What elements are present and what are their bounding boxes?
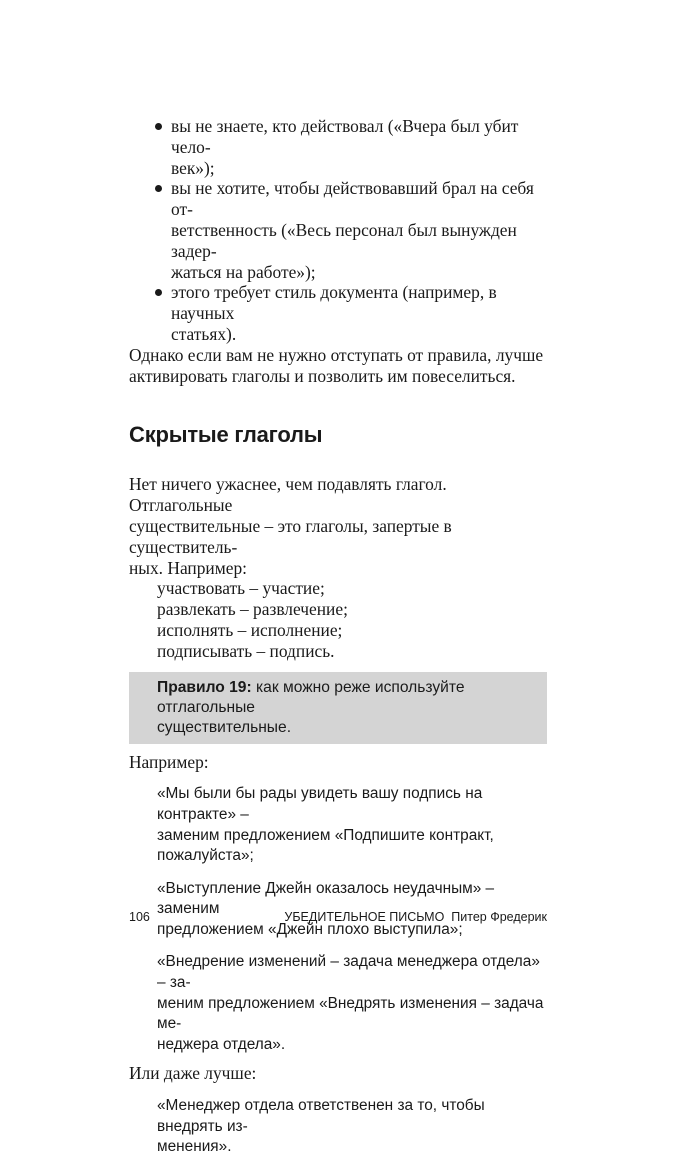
bullet-list [129, 116, 547, 345]
closing-paragraph [129, 345, 547, 387]
text-line: «Выступление Джейн оказалось неудачным» – заменим [157, 879, 495, 918]
text-line: меним предложением «Внедрять изменения – задача ме- [157, 994, 544, 1033]
text-line: вы не хотите, чтобы действовавший брал на себя от- [171, 178, 534, 220]
section-heading: Скрытые глаголы [129, 422, 323, 448]
list-item: исполнять – исполнение; [157, 619, 343, 640]
text-line: заменим предложением «Подпишите контракт, пожалуйста»; [157, 826, 494, 865]
text-line: статьях). [171, 323, 237, 344]
text-line: менения». [157, 1138, 232, 1156]
text-line: «Внедрение изменений – задача менеджера отдела» – за- [157, 953, 540, 992]
example-list [129, 578, 547, 661]
list-item [129, 116, 547, 178]
quote-block [129, 784, 547, 866]
text-line: ных. Например: [129, 557, 247, 578]
text-line: век»); [171, 157, 215, 178]
better-label: Или даже лучше: [129, 1063, 257, 1084]
text-line: как можно реже используйте отглагольные [157, 678, 465, 716]
list-item [129, 178, 547, 282]
book-title: УБЕДИТЕЛЬНОЕ ПИСЬМО [284, 910, 445, 924]
page-number: 106 [129, 910, 150, 924]
text-line: существительные – это глаголы, запертые в существитель- [129, 515, 452, 557]
text-line: предложением «Джейн плохо выступила»; [157, 920, 463, 938]
text-line: «Мы были бы рады увидеть вашу подпись на контракте» – [157, 785, 483, 823]
quote-block [129, 1096, 547, 1158]
quote-block [129, 952, 547, 1055]
text-line: ветственность («Весь персонал был вынужден задер- [171, 219, 517, 261]
list-item: участвовать – участие; [157, 578, 325, 599]
bullet-icon [155, 123, 162, 130]
text-line: жаться на работе»); [171, 261, 316, 282]
page-body [129, 116, 547, 1158]
running-footer [284, 910, 547, 924]
author-name: Питер Фредерик [451, 910, 547, 924]
text-line: активировать глаголы и позволить им повеселиться. [129, 365, 516, 386]
text-line: Нет ничего ужаснее, чем подавлять глагол. Отглагольные [129, 474, 447, 516]
text-line: неджера отдела». [157, 1035, 286, 1053]
rule-callout [129, 672, 547, 744]
rule-label: Правило 19: [157, 678, 252, 696]
text-line: вы не знаете, кто действовал («Вчера был убит чело- [171, 116, 519, 157]
intro-paragraph [129, 474, 547, 578]
example-label: Например: [129, 751, 209, 772]
text-line: «Менеджер отдела ответственен за то, чтобы внедрять из- [157, 1097, 485, 1135]
list-item: развлекать – развлечение; [157, 599, 348, 620]
text-line: этого требует стиль документа (например, в научных [171, 282, 497, 324]
text-line: Однако если вам не нужно отступать от правила, лучше [129, 344, 544, 365]
list-item: подписывать – подпись. [157, 640, 335, 661]
list-item [129, 282, 547, 344]
text-line: существительные. [157, 718, 292, 736]
